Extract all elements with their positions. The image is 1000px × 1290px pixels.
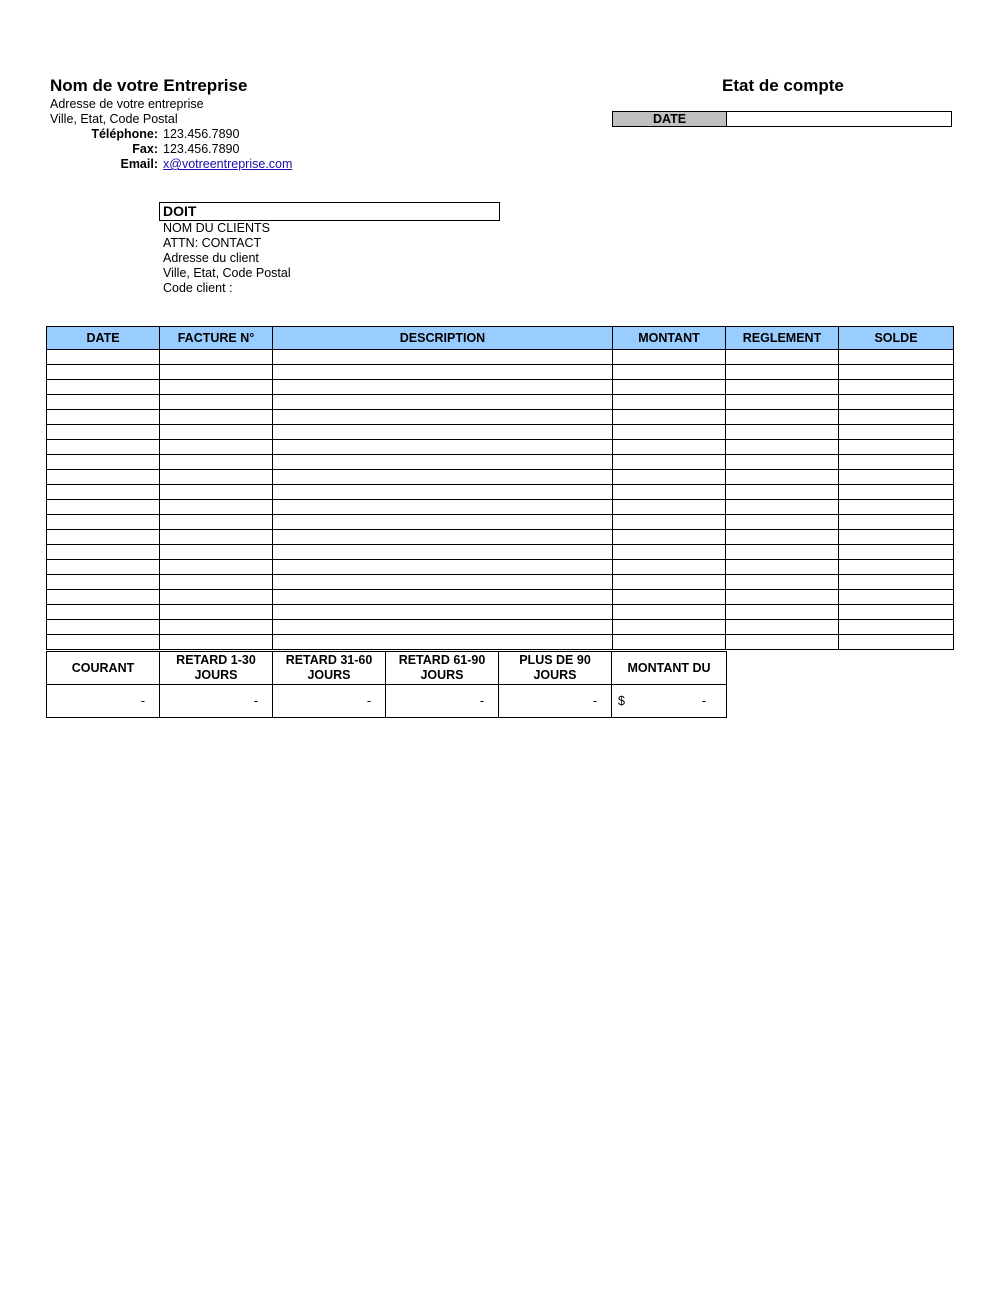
cell-description[interactable] bbox=[273, 545, 613, 560]
fax-label: Fax: bbox=[132, 142, 158, 156]
fax-value: 123.456.7890 bbox=[163, 142, 240, 156]
cell-description[interactable] bbox=[273, 380, 613, 395]
table-row bbox=[47, 485, 954, 500]
cell-payment[interactable] bbox=[726, 530, 839, 545]
table-row bbox=[47, 425, 954, 440]
cell-date[interactable] bbox=[47, 560, 160, 575]
table-row bbox=[47, 440, 954, 455]
bill-to-line: Ville, Etat, Code Postal bbox=[163, 266, 291, 280]
cell-payment[interactable] bbox=[726, 590, 839, 605]
aging-header-row bbox=[47, 652, 727, 685]
cell-payment[interactable] bbox=[726, 545, 839, 560]
bill-to-line: Code client : bbox=[163, 281, 233, 295]
cell-invoice[interactable] bbox=[160, 620, 273, 635]
phone-value: 123.456.7890 bbox=[163, 127, 240, 141]
amount-due-value: - bbox=[701, 694, 706, 708]
cell-amount[interactable] bbox=[613, 515, 726, 530]
cell-invoice[interactable] bbox=[160, 440, 273, 455]
cell-invoice[interactable] bbox=[160, 365, 273, 380]
cell-payment[interactable] bbox=[726, 635, 839, 650]
cell-date[interactable] bbox=[47, 500, 160, 515]
cell-description[interactable] bbox=[273, 410, 613, 425]
amount-due-header: MONTANT DU bbox=[612, 652, 727, 685]
cell-invoice[interactable] bbox=[160, 455, 273, 470]
cell-date[interactable] bbox=[47, 515, 160, 530]
cell-invoice[interactable] bbox=[160, 530, 273, 545]
cell-payment[interactable] bbox=[726, 410, 839, 425]
cell-description[interactable] bbox=[273, 365, 613, 380]
cell-balance[interactable] bbox=[839, 590, 954, 605]
cell-balance[interactable] bbox=[839, 620, 954, 635]
cell-amount[interactable] bbox=[613, 485, 726, 500]
cell-description[interactable] bbox=[273, 635, 613, 650]
document-title: Etat de compte bbox=[722, 76, 844, 95]
cell-amount[interactable] bbox=[613, 545, 726, 560]
table-row bbox=[47, 590, 954, 605]
aging-90-plus-header: PLUS DE 90 JOURS bbox=[499, 652, 612, 685]
cell-balance[interactable] bbox=[839, 575, 954, 590]
cell-invoice[interactable] bbox=[160, 545, 273, 560]
cell-balance[interactable] bbox=[839, 365, 954, 380]
bill-to-line: NOM DU CLIENTS bbox=[163, 221, 270, 235]
col-invoice-header: FACTURE N° bbox=[160, 327, 273, 350]
bill-to-label: DOIT bbox=[159, 202, 500, 221]
cell-amount[interactable] bbox=[613, 440, 726, 455]
aging-31-60-value[interactable]: - bbox=[273, 685, 386, 718]
cell-payment[interactable] bbox=[726, 500, 839, 515]
cell-invoice[interactable] bbox=[160, 590, 273, 605]
cell-amount[interactable] bbox=[613, 500, 726, 515]
statement-table bbox=[46, 326, 954, 650]
cell-balance[interactable] bbox=[839, 350, 954, 365]
cell-balance[interactable] bbox=[839, 605, 954, 620]
cell-amount[interactable] bbox=[613, 560, 726, 575]
cell-description[interactable] bbox=[273, 590, 613, 605]
cell-date[interactable] bbox=[47, 440, 160, 455]
table-row bbox=[47, 575, 954, 590]
cell-payment[interactable] bbox=[726, 485, 839, 500]
table-row bbox=[47, 530, 954, 545]
aging-61-90-value[interactable]: - bbox=[386, 685, 499, 718]
company-city: Ville, Etat, Code Postal bbox=[50, 112, 178, 126]
cell-payment[interactable] bbox=[726, 605, 839, 620]
table-row bbox=[47, 515, 954, 530]
cell-payment[interactable] bbox=[726, 515, 839, 530]
cell-amount[interactable] bbox=[613, 635, 726, 650]
bill-to-line: ATTN: CONTACT bbox=[163, 236, 262, 250]
cell-date[interactable] bbox=[47, 365, 160, 380]
cell-date[interactable] bbox=[47, 485, 160, 500]
table-row bbox=[47, 455, 954, 470]
col-date-header: DATE bbox=[47, 327, 160, 350]
cell-date[interactable] bbox=[47, 620, 160, 635]
cell-balance[interactable] bbox=[839, 560, 954, 575]
cell-description[interactable] bbox=[273, 485, 613, 500]
cell-date[interactable] bbox=[47, 470, 160, 485]
cell-date[interactable] bbox=[47, 545, 160, 560]
email-link[interactable]: x@votreentreprise.com bbox=[163, 157, 293, 171]
company-address: Adresse de votre entreprise bbox=[50, 97, 204, 111]
amount-due-cell[interactable] bbox=[612, 685, 727, 718]
cell-description[interactable] bbox=[273, 440, 613, 455]
cell-invoice[interactable] bbox=[160, 635, 273, 650]
cell-amount[interactable] bbox=[613, 395, 726, 410]
cell-date[interactable] bbox=[47, 530, 160, 545]
cell-invoice[interactable] bbox=[160, 470, 273, 485]
table-row bbox=[47, 560, 954, 575]
table-row bbox=[47, 410, 954, 425]
cell-amount[interactable] bbox=[613, 575, 726, 590]
table-row bbox=[47, 605, 954, 620]
table-row bbox=[47, 620, 954, 635]
cell-amount[interactable] bbox=[613, 455, 726, 470]
cell-balance[interactable] bbox=[839, 425, 954, 440]
cell-payment[interactable] bbox=[726, 620, 839, 635]
cell-amount[interactable] bbox=[613, 350, 726, 365]
cell-description[interactable] bbox=[273, 620, 613, 635]
cell-invoice[interactable] bbox=[160, 485, 273, 500]
table-row bbox=[47, 395, 954, 410]
cell-date[interactable] bbox=[47, 605, 160, 620]
cell-description[interactable] bbox=[273, 605, 613, 620]
cell-amount[interactable] bbox=[613, 530, 726, 545]
table-row bbox=[47, 545, 954, 560]
date-field[interactable] bbox=[727, 112, 951, 126]
cell-payment[interactable] bbox=[726, 380, 839, 395]
cell-description[interactable] bbox=[273, 560, 613, 575]
cell-invoice[interactable] bbox=[160, 605, 273, 620]
cell-description[interactable] bbox=[273, 515, 613, 530]
col-amount-header: MONTANT bbox=[613, 327, 726, 350]
cell-amount[interactable] bbox=[613, 410, 726, 425]
cell-payment[interactable] bbox=[726, 350, 839, 365]
aging-90-plus-value[interactable]: - bbox=[499, 685, 612, 718]
phone-label: Téléphone: bbox=[91, 127, 158, 141]
cell-payment[interactable] bbox=[726, 440, 839, 455]
cell-balance[interactable] bbox=[839, 485, 954, 500]
cell-description[interactable] bbox=[273, 470, 613, 485]
cell-description[interactable] bbox=[273, 350, 613, 365]
cell-payment[interactable] bbox=[726, 560, 839, 575]
cell-invoice[interactable] bbox=[160, 395, 273, 410]
cell-date[interactable] bbox=[47, 575, 160, 590]
cell-payment[interactable] bbox=[726, 470, 839, 485]
cell-balance[interactable] bbox=[839, 440, 954, 455]
cell-date[interactable] bbox=[47, 380, 160, 395]
cell-description[interactable] bbox=[273, 425, 613, 440]
cell-invoice[interactable] bbox=[160, 560, 273, 575]
cell-balance[interactable] bbox=[839, 635, 954, 650]
cell-invoice[interactable] bbox=[160, 500, 273, 515]
cell-date[interactable] bbox=[47, 425, 160, 440]
cell-amount[interactable] bbox=[613, 470, 726, 485]
cell-invoice[interactable] bbox=[160, 410, 273, 425]
cell-payment[interactable] bbox=[726, 425, 839, 440]
cell-date[interactable] bbox=[47, 395, 160, 410]
col-balance-header: SOLDE bbox=[839, 327, 954, 350]
table-row bbox=[47, 635, 954, 650]
cell-date[interactable] bbox=[47, 350, 160, 365]
cell-date[interactable] bbox=[47, 590, 160, 605]
table-row bbox=[47, 470, 954, 485]
date-label: DATE bbox=[613, 112, 727, 126]
aging-value-row bbox=[47, 685, 727, 718]
cell-description[interactable] bbox=[273, 575, 613, 590]
currency-symbol: $ bbox=[618, 694, 625, 708]
cell-invoice[interactable] bbox=[160, 575, 273, 590]
cell-description[interactable] bbox=[273, 455, 613, 470]
cell-date[interactable] bbox=[47, 635, 160, 650]
cell-invoice[interactable] bbox=[160, 515, 273, 530]
cell-balance[interactable] bbox=[839, 410, 954, 425]
cell-payment[interactable] bbox=[726, 455, 839, 470]
cell-balance[interactable] bbox=[839, 530, 954, 545]
cell-balance[interactable] bbox=[839, 395, 954, 410]
table-row bbox=[47, 350, 954, 365]
cell-balance[interactable] bbox=[839, 380, 954, 395]
cell-balance[interactable] bbox=[839, 500, 954, 515]
cell-amount[interactable] bbox=[613, 590, 726, 605]
cell-payment[interactable] bbox=[726, 575, 839, 590]
cell-date[interactable] bbox=[47, 410, 160, 425]
aging-61-90-header: RETARD 61-90 JOURS bbox=[386, 652, 499, 685]
aging-1-30-header: RETARD 1-30 JOURS bbox=[160, 652, 273, 685]
aging-current-value[interactable]: - bbox=[47, 685, 160, 718]
table-header-row bbox=[47, 327, 954, 350]
cell-payment[interactable] bbox=[726, 365, 839, 380]
cell-date[interactable] bbox=[47, 455, 160, 470]
cell-description[interactable] bbox=[273, 530, 613, 545]
cell-amount[interactable] bbox=[613, 380, 726, 395]
aging-table bbox=[46, 651, 727, 718]
cell-balance[interactable] bbox=[839, 545, 954, 560]
cell-invoice[interactable] bbox=[160, 350, 273, 365]
aging-1-30-value[interactable]: - bbox=[160, 685, 273, 718]
cell-amount[interactable] bbox=[613, 620, 726, 635]
company-name: Nom de votre Entreprise bbox=[50, 76, 248, 95]
cell-balance[interactable] bbox=[839, 455, 954, 470]
cell-amount[interactable] bbox=[613, 365, 726, 380]
cell-amount[interactable] bbox=[613, 425, 726, 440]
table-row bbox=[47, 380, 954, 395]
cell-description[interactable] bbox=[273, 395, 613, 410]
cell-amount[interactable] bbox=[613, 605, 726, 620]
aging-current-header: COURANT bbox=[47, 652, 160, 685]
cell-balance[interactable] bbox=[839, 470, 954, 485]
cell-invoice[interactable] bbox=[160, 380, 273, 395]
table-body bbox=[47, 350, 954, 650]
bill-to-line: Adresse du client bbox=[163, 251, 259, 265]
cell-description[interactable] bbox=[273, 500, 613, 515]
cell-balance[interactable] bbox=[839, 515, 954, 530]
cell-invoice[interactable] bbox=[160, 425, 273, 440]
col-payment-header: REGLEMENT bbox=[726, 327, 839, 350]
col-description-header: DESCRIPTION bbox=[273, 327, 613, 350]
table-row bbox=[47, 365, 954, 380]
aging-31-60-header: RETARD 31-60 JOURS bbox=[273, 652, 386, 685]
date-box bbox=[612, 111, 952, 127]
cell-payment[interactable] bbox=[726, 395, 839, 410]
email-label: Email: bbox=[120, 157, 158, 171]
table-row bbox=[47, 500, 954, 515]
